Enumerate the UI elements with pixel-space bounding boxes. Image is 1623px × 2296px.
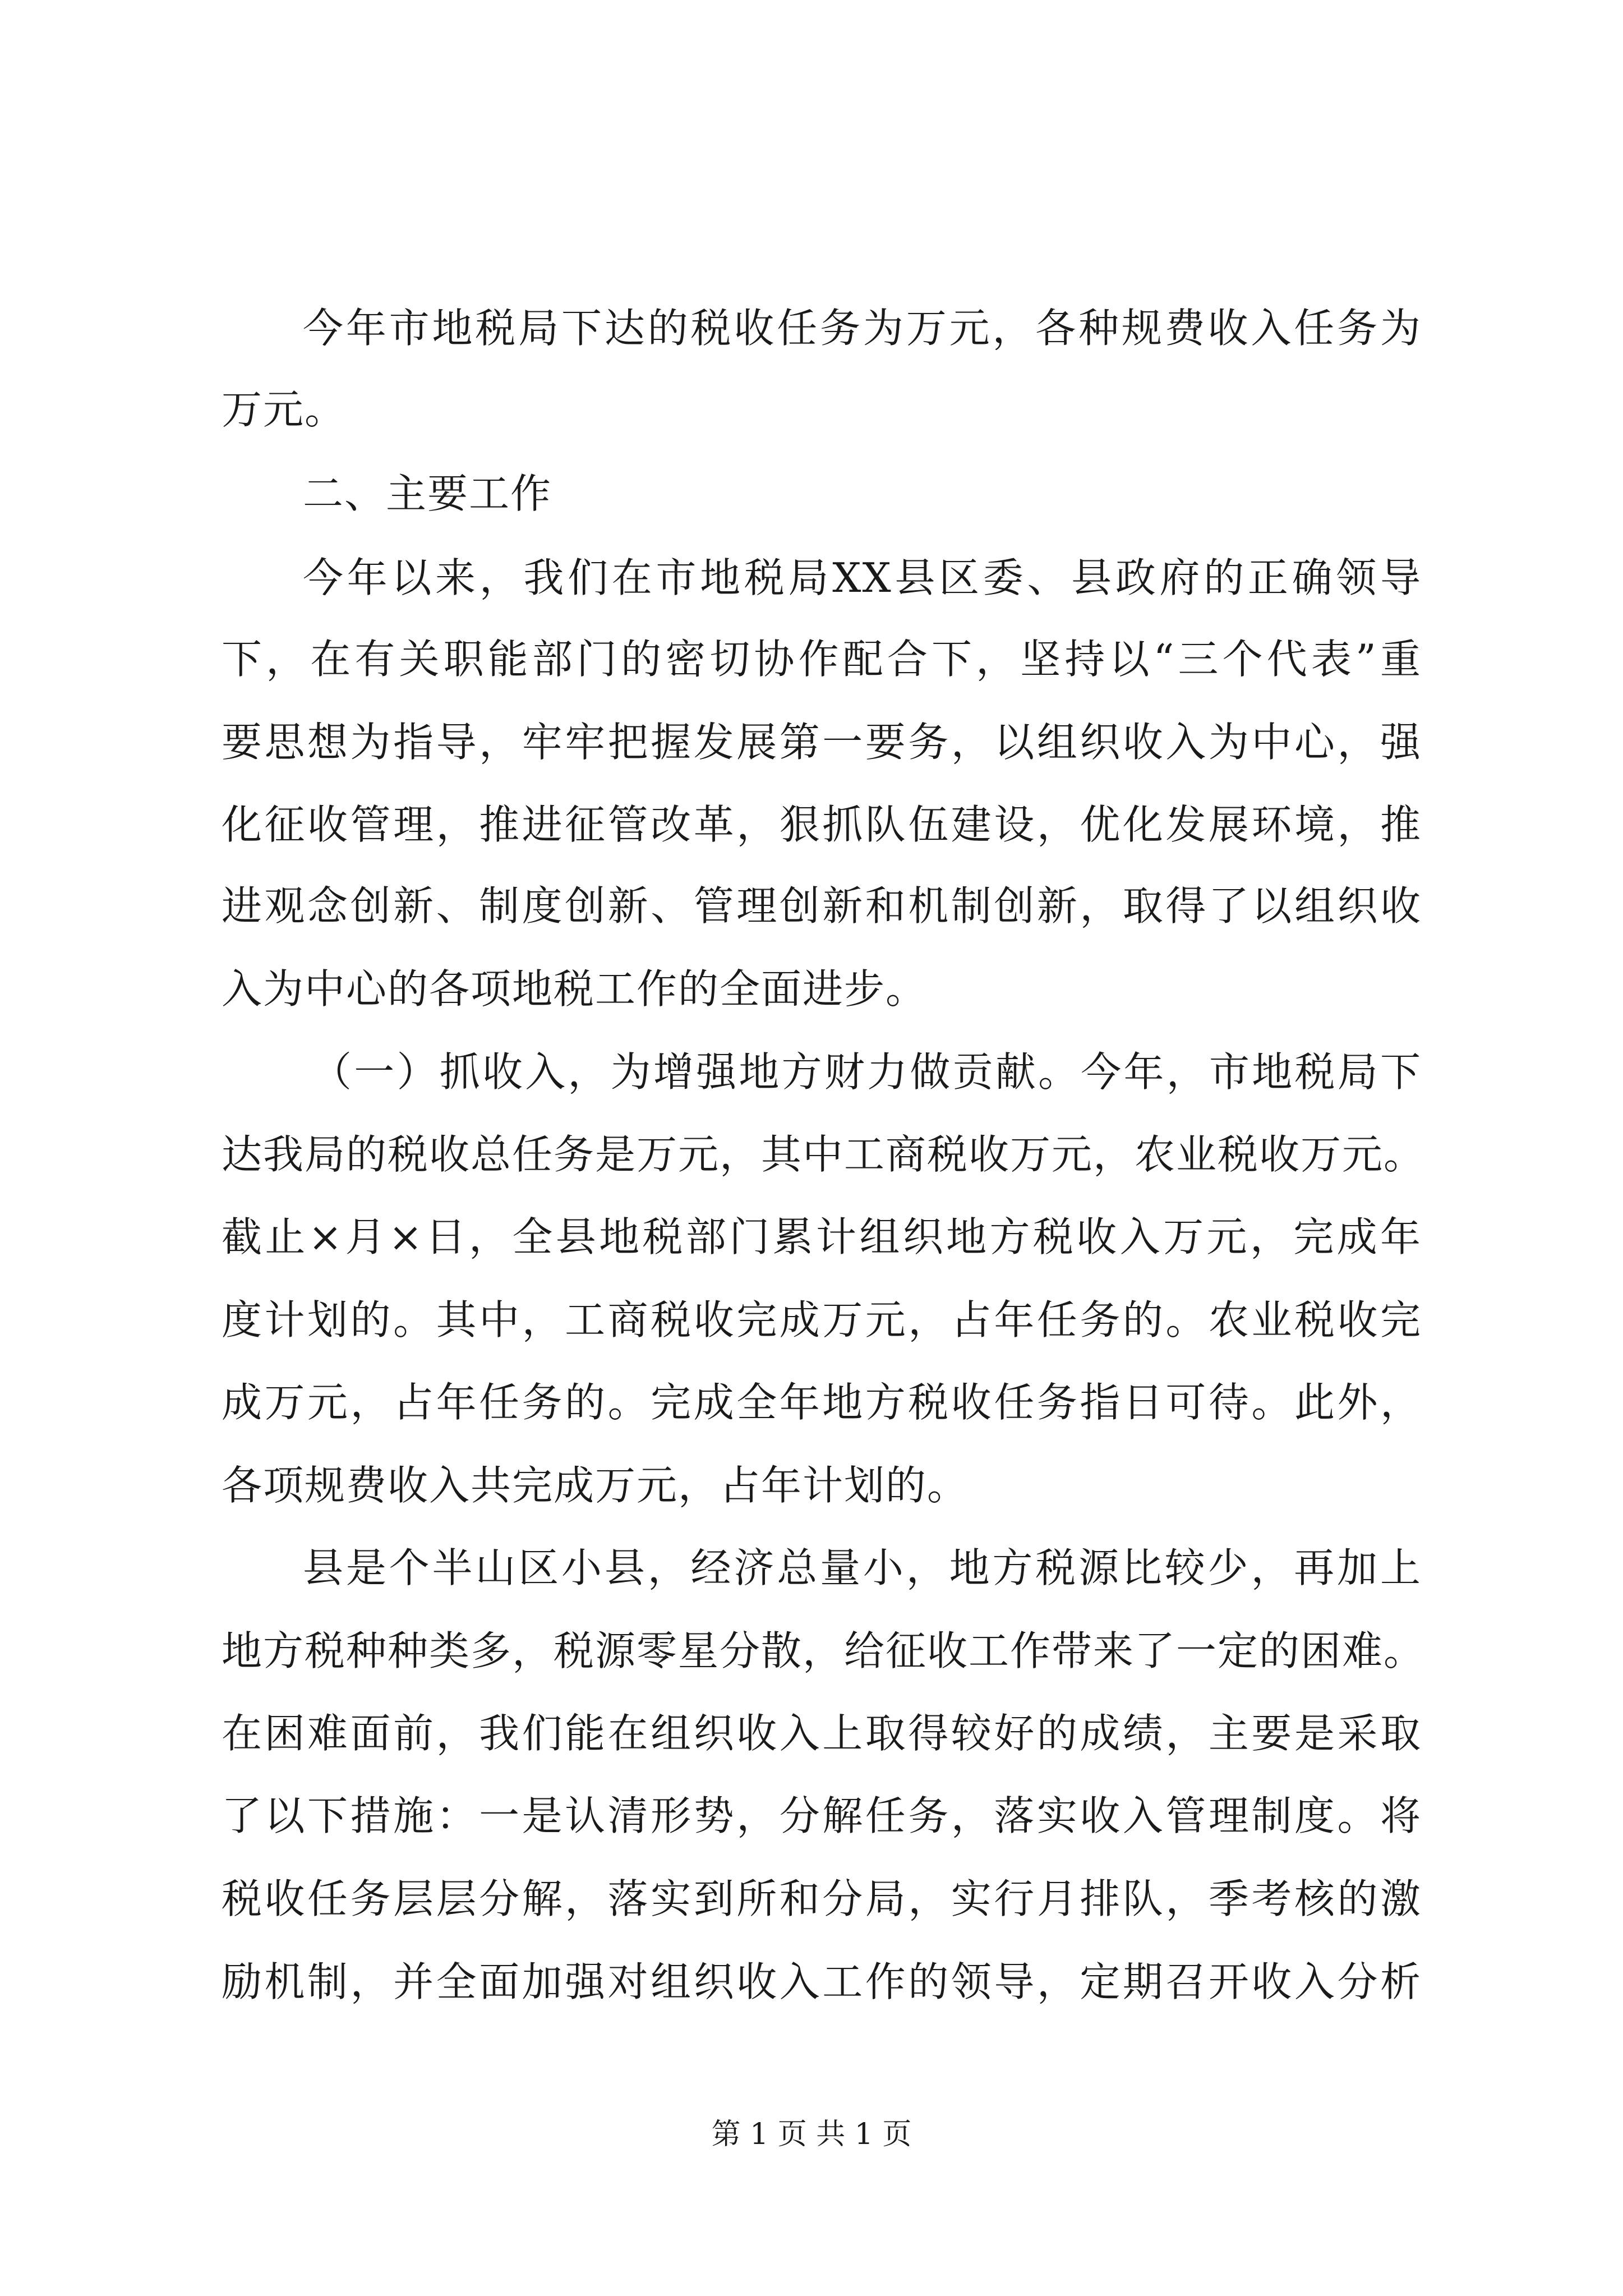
paragraph-line: 税收任务层层分解，落实到所和分局，实行月排队，季考核的激 <box>222 1875 1422 1922</box>
paragraph-line: 化征收管理，推进征管改革，狠抓队伍建设，优化发展环境，推 <box>222 801 1422 848</box>
paragraph-line: 今年市地税局下达的税收任务为万元，各种规费收入任务为 <box>303 305 1422 352</box>
paragraph-line: 励机制，并全面加强对组织收入工作的领导，定期召开收入分析 <box>222 1958 1422 2005</box>
paragraph-line: （一）抓收入，为增强地方财力做贡献。今年，市地税局下 <box>311 1048 1422 1096</box>
paragraph-line: 地方税种种类多，税源零星分散，给征收工作带来了一定的困难。 <box>222 1627 1426 1674</box>
paragraph-line: 入为中心的各项地税工作的全面进步。 <box>222 965 928 1013</box>
paragraph-line: 在困难面前，我们能在组织收入上取得较好的成绩，主要是采取 <box>222 1710 1422 1757</box>
paragraph-line: 要思想为指导，牢牢把握发展第一要务，以组织收入为中心，强 <box>222 719 1422 766</box>
paragraph-line: 各项规费收入共完成万元，占年计划的。 <box>222 1462 969 1509</box>
paragraph-line: 进观念创新、制度创新、管理创新和机制创新，取得了以组织收 <box>222 882 1422 930</box>
paragraph-line: 截止×月×日，全县地税部门累计组织地方税收入万元，完成年 <box>222 1213 1422 1260</box>
paragraph-line: 成万元，占年任务的。完成全年地方税收任务指日可待。此外， <box>222 1379 1422 1426</box>
paragraph-line: 达我局的税收总任务是万元，其中工商税收万元，农业税收万元。 <box>222 1131 1426 1178</box>
paragraph-line: 县是个半山区小县，经济总量小，地方税源比较少，再加上 <box>303 1544 1422 1591</box>
paragraph-line: 度计划的。其中，工商税收完成万元，占年任务的。农业税收完 <box>222 1296 1422 1343</box>
page-number-footer: 第 1 页 共 1 页 <box>711 2118 912 2151</box>
paragraph-line: 万元。 <box>222 386 347 433</box>
paragraph-line: 了以下措施：一是认清形势，分解任务，落实收入管理制度。将 <box>222 1792 1422 1839</box>
section-heading: 二、主要工作 <box>303 470 552 517</box>
paragraph-line: 下，在有关职能部门的密切协作配合下，坚持以“三个代表”重 <box>222 636 1422 683</box>
paragraph-line: 今年以来，我们在市地税局XX县区委、县政府的正确领导 <box>303 554 1422 601</box>
